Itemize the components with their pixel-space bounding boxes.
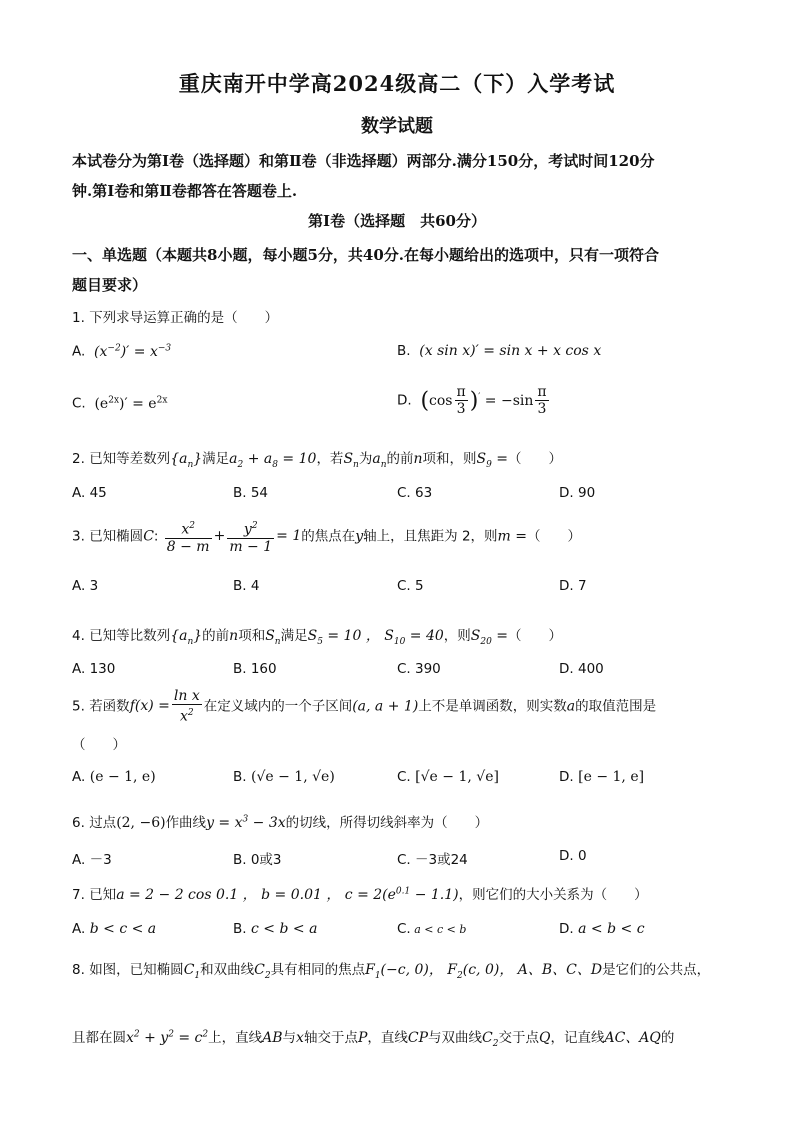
instructions-line-1: 本试卷分为第Ⅰ卷（选择题）和第Ⅱ卷（非选择题）两部分.满分150分，考试时间120分	[72, 152, 655, 170]
question-2: 2. 已知等差数列$\{a_n\}$满足$a_2 + a_8 = 10$，若$S_n$为$a_n$的前n项和，则$S_9$ =（ ）	[72, 451, 563, 470]
question-3: 3. 已知椭圆C: $\frac{x^2}{8 - m}$ + $\frac{y^2}{m - 1}$ = 1的焦点在y轴上，且焦距为 2，则m =（ ）	[72, 518, 581, 555]
question-3-option-a: A. 3	[72, 578, 99, 594]
question-3-option-b: B. 4	[233, 578, 260, 594]
question-7-option-c: C. a < c < b	[397, 921, 467, 937]
question-2-option-c: C. 63	[397, 485, 433, 501]
question-6-option-c: C. －3或24	[397, 852, 468, 868]
question-3-option-d: D. 7	[559, 578, 587, 594]
question-5-option-d: D. [e − 1, e]	[559, 769, 645, 785]
question-6-option-b: B. 0或3	[233, 852, 282, 868]
question-5-option-c: C. [√e − 1, √e]	[397, 769, 499, 785]
section-title	[72, 240, 722, 300]
question-4-option-c: C. 390	[397, 661, 441, 677]
exam-instructions	[72, 146, 722, 206]
question-1-option-c: C. $(e^{2x})' = e^{2x}$	[72, 395, 168, 412]
question-5-option-a: A. (e − 1, e)	[72, 769, 156, 785]
question-6-option-d: D. 0	[559, 848, 587, 864]
exam-subtitle: 数学试题	[361, 116, 433, 137]
question-1-option-d: D. (cos $\frac{\pi}{3}$ )′ = −sin $\frac{\pi}{3}$	[397, 384, 547, 417]
question-1-option-b: B. (x sin x)′ = sin x + x cos x	[397, 343, 602, 359]
question-6: 6. 过点(2, −6)作曲线$y = x^3 - 3x$的切线，所得切线斜率为（ ）	[72, 814, 489, 831]
question-1: 1. 下列求导运算正确的是（ ）	[72, 310, 279, 326]
question-7-option-b: B. c < b < a	[233, 921, 318, 937]
section-title-line-1: 一、单选题（本题共8小题，每小题5分，共40分.在每小题给出的选项中，只有一项符合	[72, 246, 659, 264]
question-7: 7. 已知a = 2 − 2 cos 0.1 ， b = 0.01 ， $c = 2(e^{0.1} - 1.1)$，则它们的大小关系为（ ）	[72, 886, 648, 903]
question-3-option-c: C. 5	[397, 578, 424, 594]
question-5: 5. 若函数f(x) = $\frac{\text{ln x}}{x^2}$ 在定义域内的一个子区间(a, a + 1)上不是单调函数，则实数a的取值范围是	[72, 688, 657, 725]
question-4-option-a: A. 130	[72, 661, 116, 677]
question-5-option-b: B. (√e − 1, √e)	[233, 769, 335, 785]
question-4-option-d: D. 400	[559, 661, 604, 677]
question-2-option-b: B. 54	[233, 485, 269, 501]
section-heading: 第Ⅰ卷（选择题 共60分）	[308, 212, 486, 230]
question-8-line-2: 且都在圆$x^2 + y^2 = c^2$上，直线AB与x轴交于点P，直线CP与双曲线$C_2$交于点Q，记直线AC、AQ的	[72, 1029, 675, 1049]
question-1-option-a: A. $(x^{-2})' = x^{-3}$	[72, 343, 172, 360]
section-title-line-2: 题目要求）	[72, 276, 148, 294]
question-4: 4. 已知等比数列$\{a_n\}$的前n项和$S_n$满足$S_5 = 10$ ， $S_{10} = 40$，则$S_{20}$ =（ ）	[72, 628, 562, 647]
question-4-option-b: B. 160	[233, 661, 277, 677]
question-7-option-d: D. a < b < c	[559, 921, 645, 937]
exam-title: 重庆南开中学高2024级高二（下）入学考试	[178, 71, 616, 96]
question-8: 8. 如图，已知椭圆$C_1$和双曲线$C_2$具有相同的焦点$F_1(-c$, 0)， $F_2(c$, 0)， A、B、C、D是它们的公共点，	[72, 962, 711, 981]
question-2-option-a: A. 45	[72, 485, 107, 501]
instructions-line-2: 钟.第Ⅰ卷和第Ⅱ卷都答在答题卷上.	[72, 182, 298, 200]
question-5-answer-paren: （ ）	[72, 737, 126, 753]
question-7-option-a: A. b < c < a	[72, 921, 157, 937]
question-2-option-d: D. 90	[559, 485, 596, 501]
question-6-option-a: A. －3	[72, 852, 112, 868]
